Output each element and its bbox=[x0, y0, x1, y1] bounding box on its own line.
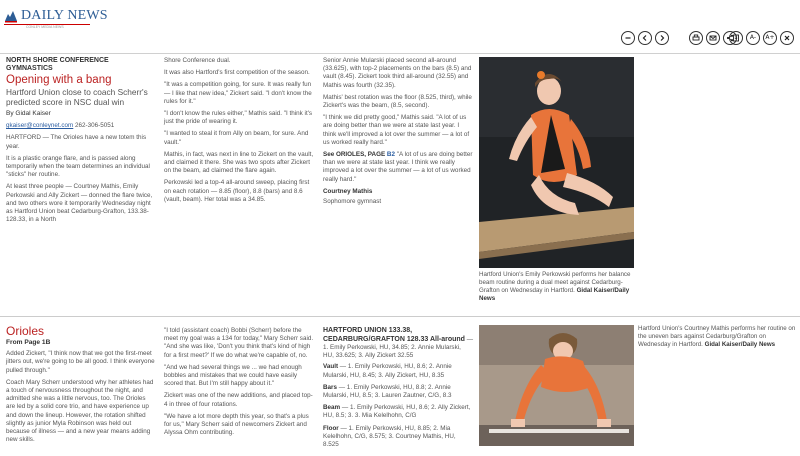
results-text: — 1. Emily Perkowski, HU, 8.85; 2. Mia Kelelhohn, C/G, 8.575; 3. Courtney Mathis, HU, 8.525 bbox=[323, 424, 456, 449]
save-icon[interactable] bbox=[729, 31, 743, 45]
paragraph: "I think we did pretty good," Mathis said. "A lot of us are doing better than we were at state last year. I think we'll improved a lot over the summer — a lot of us worked really hard." bbox=[323, 114, 470, 146]
jump-label: See ORIOLES, PAGE bbox=[323, 151, 387, 159]
results-event: Vault bbox=[323, 363, 339, 371]
paragraph: "I wanted to steal it from Ally on beam, for sure. And vault." bbox=[164, 130, 309, 146]
results-line bbox=[323, 425, 473, 450]
results-line bbox=[323, 404, 473, 420]
paragraph: Perkowski led a top-4 all-around sweep, placing first on each rotation — 8.85 (floor), 8.8 (bars) and 8.6 (vault, beam). Her total was a 34.85. bbox=[164, 179, 310, 203]
photo-credit: Gidal Kaiser/Daily News bbox=[704, 341, 776, 348]
paragraph: Zickert was one of the new additions, and placed top-4 in three of four rotations. bbox=[164, 392, 313, 408]
top-bar bbox=[0, 0, 800, 54]
article-byline: By Gidal Kaiser bbox=[6, 110, 51, 117]
paragraph: Mathis, in fact, was next in line to Zickert on the vault, and claimed it there. She was two spots after Zickert on the beam, ad claimed the flare again. bbox=[164, 150, 314, 175]
results-text: — 1. Emily Perkowski, HU, 8.6; 2. Annie Mularski, HU, 8.45; 3. Ally Zickert, HU, 8.35 bbox=[323, 363, 452, 379]
photo-caption bbox=[638, 325, 796, 349]
navigation-toolbar bbox=[621, 31, 669, 47]
caption-text: Hartford Union's Emily Perkowski performs her balance beam routine during a dual meet against Cedarburg-Grafton on Wednesday in Hartford. bbox=[479, 271, 631, 294]
prev-page-icon[interactable] bbox=[638, 31, 652, 45]
results-text: — 1. Emily Perkowski, HU, 8.6; 2. Ally Zickert, HU, 8.5; 3. 3. Mia Kelelhohn, C/G bbox=[323, 404, 471, 420]
photo-caption bbox=[479, 271, 634, 303]
paragraph: It is a plastic orange flare, and is passed along temporarily when the team determines an individual "sticks" her routine. bbox=[6, 154, 150, 179]
article-column-1 bbox=[6, 57, 156, 228]
article-kicker: NORTH SHORE CONFERENCE GYMNASTICS bbox=[6, 57, 109, 72]
author-contact bbox=[6, 122, 156, 130]
logo-subtitle: CONLEY MEDIA NEWS bbox=[26, 25, 64, 29]
results-event: Floor bbox=[323, 424, 339, 432]
building-logo-icon bbox=[4, 9, 18, 23]
email-icon[interactable] bbox=[706, 31, 720, 45]
paragraph: "We have a lot more depth this year, so that's a plus for us," Mary Scherr said of newcomers Zickert and Alyssa Ohm contributing. bbox=[164, 412, 309, 437]
paragraph: "It was a competition going, for sure. It was really fun — I like that new idea," Zickert said. "I don't know the rules for it." bbox=[164, 81, 312, 105]
article-column-2 bbox=[164, 57, 314, 208]
paragraph: It was also Hartford's first competition of the season. bbox=[164, 69, 310, 77]
results-allaround-label: All-around bbox=[428, 335, 465, 343]
results-event: Beam bbox=[323, 404, 341, 412]
newspaper-logo[interactable] bbox=[4, 6, 108, 26]
section-divider bbox=[0, 316, 800, 317]
paragraph: Coach Mary Scherr understood why her athletes had a touch of nervousness throughout the night, and admitted she was a little nervous, too. The Orioles are led by a solid core trio, and have experience up and down the lineup. However, the rotation shifted slightly as junior Myla Robinson was held out because of illness — and a new year means adding new skills. bbox=[6, 378, 154, 444]
paragraph: "And we had several things we ... we had enough bobbles and mistakes that we could have easily scored that. But I'm still happy about it." bbox=[164, 363, 302, 388]
photo-uneven-bars[interactable] bbox=[479, 325, 634, 446]
paragraph: "I don't know the rules either," Mathis said. "I think it's just the pride of wearing it. bbox=[164, 110, 313, 126]
photo-balance-beam[interactable] bbox=[479, 57, 634, 268]
continuation-headline: Orioles bbox=[6, 324, 45, 338]
author-email-link[interactable]: gkaiser@conleynet.com bbox=[6, 122, 74, 130]
results-text: — 1. Emily Perkowski, HU, 8.8; 2. Annie Mularski, HU, 8.5; 3. Lauren Zautner, C/G, 8.3 bbox=[323, 383, 452, 400]
caption-text: Hartford Union's Courtney Mathis performs her routine on the uneven bars against Cedarburg/Grafton on Wednesday in Hartford. bbox=[638, 325, 796, 348]
paragraph: Senior Annie Mularski placed second all-around (33.625), with top-2 placements on the bars (8.5) and vault (8.45). Zickert took third all-around (32.55) and Mathis was fourth (32.35). bbox=[323, 57, 472, 89]
article-column-3 bbox=[323, 57, 473, 210]
jump-page-link[interactable]: B2 bbox=[386, 151, 395, 159]
paragraph: "I told (assistant coach) Bobbi (Scherr) before the meet my goal was a 134 for today," Mary Scherr said. "And she was like, 'Don't you think that's kind of high for a first meet?' If we do what we're capable of, no. bbox=[164, 327, 314, 359]
mug-name: Courtney Mathis bbox=[323, 187, 373, 195]
from-page-label: From Page 1B bbox=[6, 339, 51, 346]
results-line: — 1. Emily Perkowski, HU, 34.85; 2. Annie Mularski, HU, 33.625; 3. Ally Zickert 32.55 bbox=[323, 335, 474, 360]
continuation-column-2 bbox=[164, 327, 314, 441]
results-column bbox=[323, 327, 473, 453]
close-icon[interactable] bbox=[780, 31, 794, 45]
jump-text: "A lot of us are doing better than we were at state last year. I think we really improved a lot over the summer — a lot of us worked really hard." bbox=[323, 151, 473, 183]
paragraph: Mathis' best rotation was the floor (8.525, third), while Zickert's was the beam, (8.5, second). bbox=[323, 93, 472, 110]
font-decrease-icon[interactable]: A- bbox=[746, 31, 760, 45]
results-heading bbox=[323, 327, 473, 360]
font-increase-icon[interactable]: A+ bbox=[763, 31, 777, 45]
photo-credit: Gidal Kaiser/Daily News bbox=[479, 287, 630, 302]
minus-zoom-icon[interactable] bbox=[621, 31, 635, 45]
paragraph: HARTFORD — The Orioles have a new totem this year. bbox=[6, 134, 147, 150]
next-page-icon[interactable] bbox=[655, 31, 669, 45]
paragraph: At least three people — Courtney Mathis, Emily Perkowski and Ally Zickert — donned the flare twice, and two others wore it temporarily Wednesday night as Hartford Union beat Cedarburg-Grafton, 133.38-128.33, in a North bbox=[6, 183, 153, 224]
continuation-column-1 bbox=[6, 324, 156, 448]
paragraph: Added Zickert, "I think now that we got the first-meet jitters out, we're going to be all good. I think everyone pulled through." bbox=[6, 350, 155, 374]
jump-line bbox=[323, 151, 473, 184]
paragraph: Shore Conference dual. bbox=[164, 57, 231, 64]
results-line bbox=[323, 363, 473, 379]
author-phone: 262-306-5051 bbox=[73, 122, 115, 130]
results-score-head: HARTFORD UNION 133.38, CEDARBURG/GRAFTON 128.33 bbox=[323, 327, 429, 343]
article-headline: Opening with a bang bbox=[6, 74, 112, 86]
text-toolbar bbox=[729, 31, 794, 47]
mug-title: Sophomore gymnast bbox=[323, 198, 382, 206]
results-event: Bars bbox=[323, 383, 338, 391]
logo-text: DAILY NEWS bbox=[21, 8, 108, 23]
article-deck: Hartford Union close to coach Scherr's predicted score in NSC dual win bbox=[6, 87, 148, 107]
print-icon[interactable] bbox=[689, 31, 703, 45]
results-line bbox=[323, 384, 473, 400]
